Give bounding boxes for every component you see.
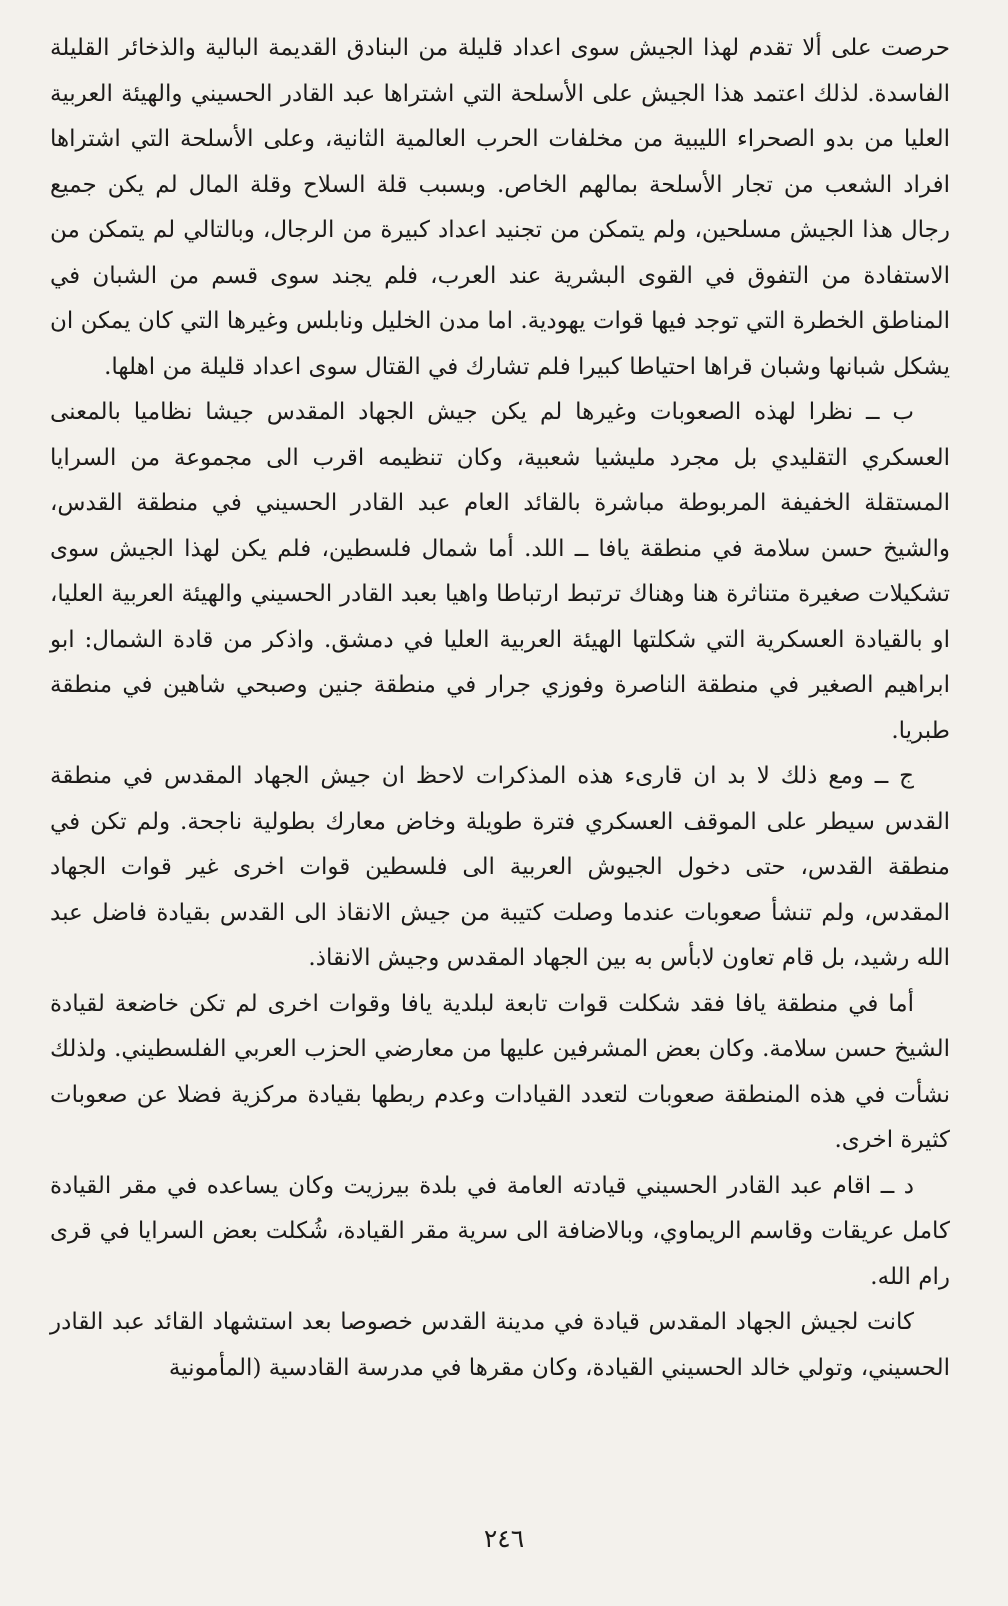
paragraph-jim: ج ــ ومع ذلك لا بد ان قارىء هذه المذكرات لاحظ ان جيش الجهاد المقدس في منطقة القدس سيطر على الموقف العسكري فترة طويلة وخاض معارك بطولية ناجحة. ولم تكن في منطقة القدس، حتى دخول الجيوش العربية الى فلسطين قوات اخرى غير قوات الجهاد المقدس، ولم تنشأ صعوبات عندما وصلت كتيبة من جيش الانقاذ الى القدس بقيادة فاضل عبد الله رشيد، بل قام تعاون لابأس به بين الجهاد المقدس وجيش الانقاذ. [50, 763, 950, 971]
paragraph-jerusalem-command: كانت لجيش الجهاد المقدس قيادة في مدينة القدس خصوصا بعد استشهاد القائد عبد القادر الحسيني، وتولي خالد الحسيني القيادة، وكان مقرها في مدرسة القادسية (المأمونية [50, 1309, 950, 1381]
body-text [50, 26, 950, 1391]
paragraph-continuation: حرصت على ألا تقدم لهذا الجيش سوى اعداد قليلة من البنادق القديمة البالية والذخائر القليلة الفاسدة. لذلك اعتمد هذا الجيش على الأسلحة التي اشتراها عبد القادر الحسيني والهيئة العربية العليا من بدو الصحراء الليبية من مخلفات الحرب العالمية الثانية، وعلى الأسلحة التي اشتراها افراد الشعب من تجار الأسلحة بمالهم الخاص. وبسبب قلة السلاح وقلة المال لم يكن جميع رجال هذا الجيش مسلحين، ولم يتمكن من تجنيد اعداد كبيرة من الرجال، وبالتالي لم يتمكن من الاستفادة من التفوق في القوى البشرية عند العرب، فلم يجند سوى قسم من الشبان في المناطق الخطرة التي توجد فيها قوات يهودية. اما مدن الخليل ونابلس وغيرها التي كان يمكن ان يشكل شبانها وشبان قراها احتياطا كبيرا فلم تشارك في القتال سوى اعداد قليلة من اهلها. [50, 35, 950, 380]
paragraph-jaffa: أما في منطقة يافا فقد شكلت قوات تابعة لبلدية يافا وقوات اخرى لم تكن خاضعة لقيادة الشيخ حسن سلامة. وكان بعض المشرفين عليها من معارضي الحزب العربي الفلسطيني. ولذلك نشأت في هذه المنطقة صعوبات لتعدد القيادات وعدم ربطها بقيادة مركزية فضلا عن صعوبات كثيرة اخرى. [50, 990, 950, 1153]
paragraph-dal: د ــ اقام عبد القادر الحسيني قيادته العامة في بلدة بيرزيت وكان يساعده في مقر القيادة كامل عريقات وقاسم الريماوي، وبالاضافة الى سرية مقر القيادة، شُكلت بعض السرايا في قرى رام الله. [50, 1172, 950, 1290]
page-number: ٢٤٦ [483, 1524, 525, 1553]
paragraph-ba: ب ــ نظرا لهذه الصعوبات وغيرها لم يكن جيش الجهاد المقدس جيشا نظاميا بالمعنى العسكري التقليدي بل مجرد مليشيا شعبية، وكان تنظيمه اقرب الى مجموعة من السرايا المستقلة الخفيفة المربوطة مباشرة بالقائد العام عبد القادر الحسيني في منطقة القدس، والشيخ حسن سلامة في منطقة يافا ــ اللد. أما شمال فلسطين، فلم يكن لهذا الجيش سوى تشكيلات صغيرة متناثرة هنا وهناك ترتبط ارتباطا واهيا بعبد القادر الحسيني والهيئة العربية العليا، او بالقيادة العسكرية التي شكلتها الهيئة العربية العليا في دمشق. واذكر من قادة الشمال: ابو ابراهيم الصغير في منطقة الناصرة وفوزي جرار في منطقة جنين وصبحي شاهين في منطقة طبريا. [50, 399, 950, 744]
